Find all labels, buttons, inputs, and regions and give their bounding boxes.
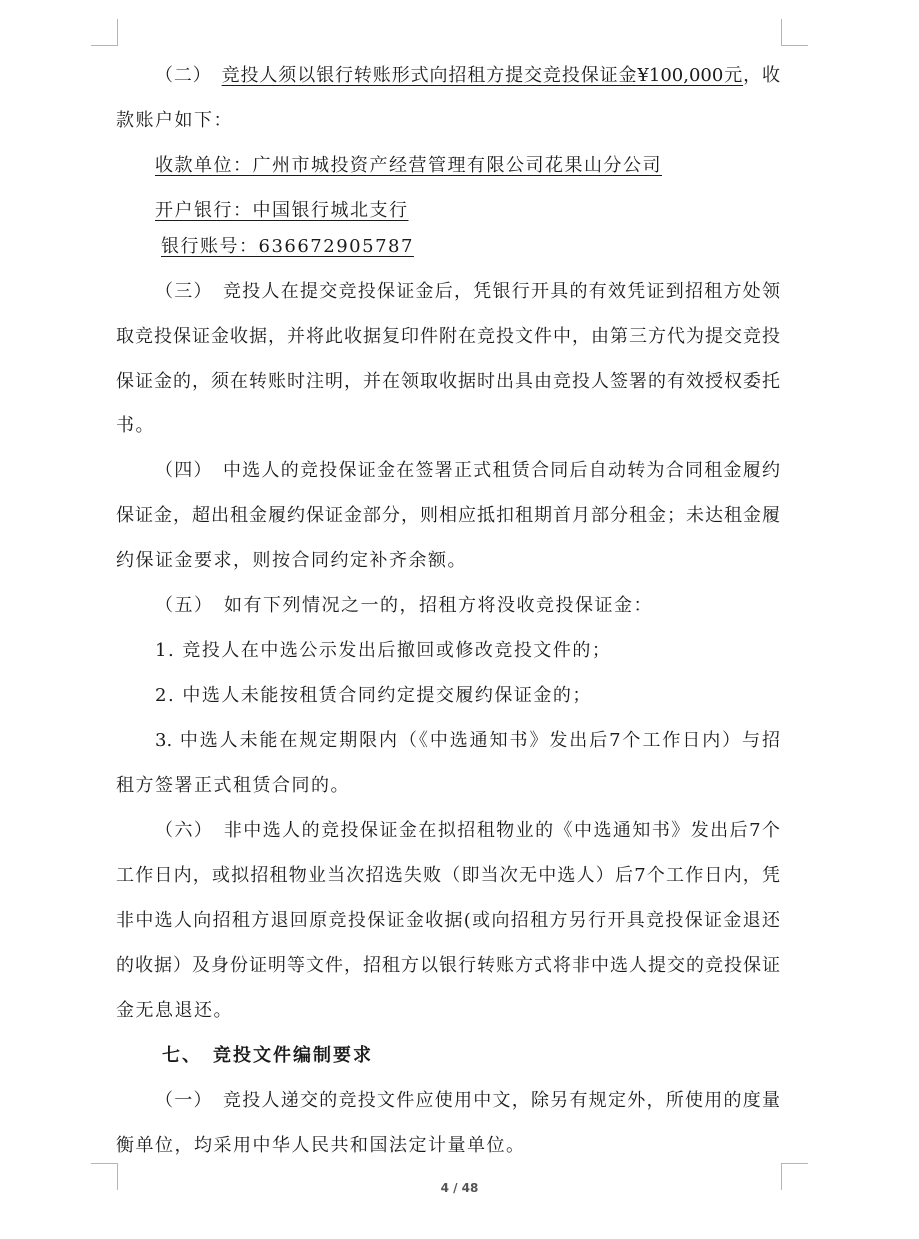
text-line: [155, 728, 780, 754]
underlined-text: 银行账号：636672905787: [161, 236, 414, 257]
text-segment: 租方签署正式租赁合同的。: [116, 775, 350, 796]
text-segment: 保证金的，须在转账时注明，并在领取收据时出具由竞投人签署的有效授权委托: [116, 371, 780, 392]
text-line: [116, 998, 780, 1024]
text-segment: 1. 竞投人在中选公示发出后撤回或修改竞投文件的；: [155, 640, 612, 661]
text-line: [116, 908, 780, 934]
text-segment: 款账户如下：: [116, 110, 233, 131]
text-line: [155, 458, 780, 484]
text-line: [116, 863, 780, 889]
text-line: [155, 593, 819, 619]
text-segment: 保证金，超出租金履约保证金部分，则相应抵扣租期首月部分租金；未达租金履: [116, 505, 780, 526]
text-line: [116, 108, 780, 134]
text-segment: 取竞投保证金收据，并将此收据复印件附在竞投文件中，由第三方代为提交竞投: [116, 326, 780, 347]
text-line: [116, 773, 780, 799]
text-segment: 书。: [116, 415, 155, 436]
text-segment: 工作日内，或拟招租物业当次招选失败（即当次无中选人）后7个工作日内，凭: [116, 865, 780, 886]
text-line: [116, 1133, 780, 1159]
text-line: [116, 548, 780, 574]
text-segment: 非中选人向招租方退回原竞投保证金收据(或向招租方另行开具竞投保证金退还: [116, 910, 780, 931]
text-segment: ，收: [743, 65, 781, 86]
page-number: 4 / 48: [440, 1181, 479, 1195]
underlined-text: 开户银行：中国银行城北支行: [155, 200, 409, 221]
text-segment: 2. 中选人未能按租赁合同约定提交履约保证金的；: [155, 685, 592, 706]
text-segment: （六） 非中选人的竞投保证金在拟招租物业的《中选通知书》发出后7个: [155, 820, 780, 841]
text-line: [155, 683, 819, 709]
text-segment: 七、 竞投文件编制要求: [162, 1045, 373, 1066]
text-segment: 金无息退还。: [116, 1000, 233, 1021]
text-segment: 衡单位，均采用中华人民共和国法定计量单位。: [116, 1135, 526, 1156]
text-segment: 3. 中选人未能在规定期限内（《中选通知书》发出后7个工作日内）与招: [155, 730, 780, 751]
text-segment: （五） 如有下列情况之一的，招租方将没收竞投保证金：: [155, 595, 653, 616]
crop-mark-top-right: [781, 19, 808, 46]
text-line: [116, 369, 780, 395]
text-line: [155, 279, 780, 305]
text-line: [155, 63, 780, 89]
text-segment: （三） 竞投人在提交竞投保证金后，凭银行开具的有效凭证到招租方处领: [155, 281, 780, 302]
text-line: [155, 198, 819, 224]
text-segment: 约保证金要求，则按合同约定补齐余额。: [116, 550, 467, 571]
underlined-text: 收款单位：广州市城投资产经营管理有限公司花果山分公司: [155, 155, 662, 176]
text-segment: （一） 竞投人递交的竞投文件应使用中文，除另有规定外，所使用的度量: [155, 1090, 780, 1111]
text-line: [162, 1043, 826, 1069]
underlined-text: 竞投人须以银行转账形式向招租方提交竞投保证金¥100,000元: [221, 65, 744, 86]
text-segment: （二）: [155, 65, 222, 86]
text-line: [161, 234, 825, 260]
text-line: [116, 953, 780, 979]
text-line: [155, 153, 819, 179]
text-line: [116, 413, 780, 439]
text-segment: （四） 中选人的竞投保证金在签署正式租赁合同后自动转为合同租金履约: [155, 460, 780, 481]
crop-mark-top-left: [91, 19, 118, 46]
text-line: [155, 1088, 780, 1114]
text-line: [155, 638, 819, 664]
text-segment: 的收据）及身份证明等文件，招租方以银行转账方式将非中选人提交的竞投保证: [116, 955, 780, 976]
text-line: [155, 818, 780, 844]
text-line: [116, 324, 780, 350]
text-line: [116, 503, 780, 529]
